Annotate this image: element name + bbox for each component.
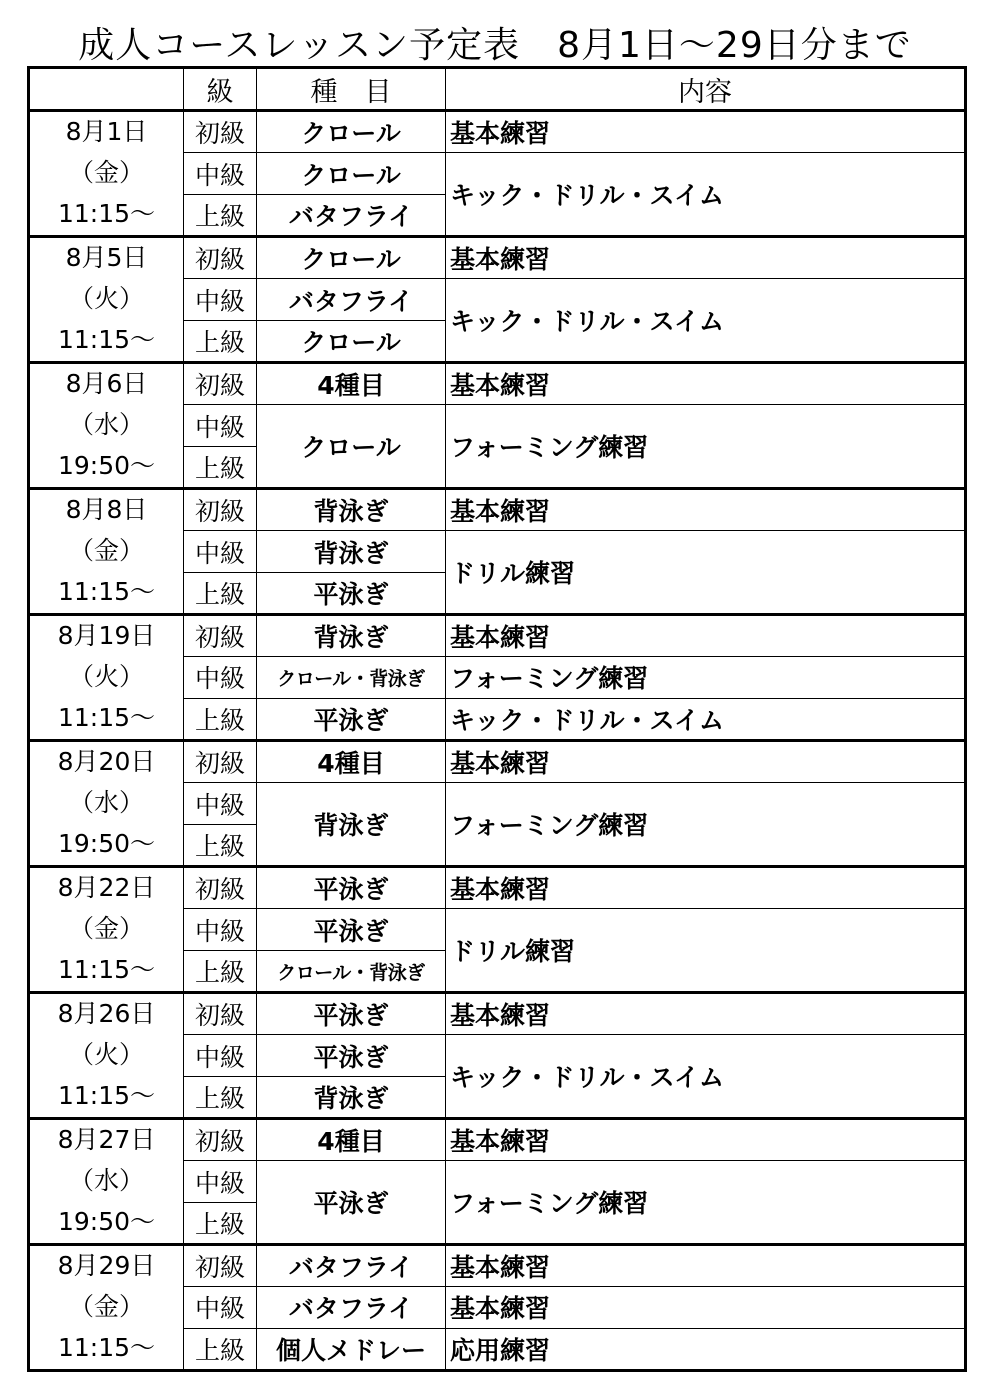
content-cell: ドリル練習 [446, 909, 966, 993]
table-row [29, 741, 966, 783]
session-date-cell [29, 237, 184, 363]
event-cell: 平泳ぎ [257, 993, 446, 1035]
session-weekday: （金） [68, 536, 144, 565]
session-weekday: （金） [68, 1292, 144, 1321]
event-cell: クロール [257, 237, 446, 279]
table-row [29, 363, 966, 405]
header-content: 内容 [446, 68, 966, 111]
level-cell: 上級 [184, 1328, 257, 1370]
session-date: 8月20日 [57, 747, 156, 776]
level-cell: 中級 [184, 1035, 257, 1077]
session-time: 19:50～ [57, 1207, 156, 1236]
session-weekday: （水） [68, 410, 144, 439]
level-cell: 中級 [184, 909, 257, 951]
level-cell: 上級 [184, 573, 257, 615]
level-cell: 初級 [184, 1245, 257, 1287]
content-cell: 基本練習 [446, 237, 966, 279]
content-cell: キック・ドリル・スイム [446, 279, 966, 363]
session-date-cell [29, 111, 184, 237]
table-row [29, 993, 966, 1035]
level-cell: 上級 [184, 321, 257, 363]
session-date: 8月8日 [65, 495, 148, 524]
session-time: 19:50～ [57, 829, 156, 858]
session-weekday: （水） [68, 1166, 144, 1195]
session-date: 8月19日 [57, 621, 156, 650]
table-row [29, 237, 966, 279]
level-cell: 中級 [184, 657, 257, 698]
level-cell: 上級 [184, 825, 257, 867]
event-cell: クロール・背泳ぎ [257, 657, 446, 698]
content-cell: 基本練習 [446, 615, 966, 657]
level-cell: 中級 [184, 1161, 257, 1203]
session-date: 8月26日 [57, 999, 156, 1028]
content-cell: 基本練習 [446, 993, 966, 1035]
level-cell: 上級 [184, 195, 257, 237]
page-title: 成人コースレッスン予定表 8月1日～29日分まで [78, 25, 912, 66]
session-time: 11:15～ [57, 1333, 156, 1362]
level-cell: 初級 [184, 615, 257, 657]
table-row [29, 1245, 966, 1287]
level-cell: 上級 [184, 447, 257, 489]
content-cell: 基本練習 [446, 1119, 966, 1161]
content-cell: 基本練習 [446, 1245, 966, 1287]
level-cell: 中級 [184, 405, 257, 447]
event-cell: クロール [257, 111, 446, 153]
content-cell: フォーミング練習 [446, 405, 966, 489]
session-date-cell [29, 1245, 184, 1371]
session-weekday: （水） [68, 788, 144, 817]
level-cell: 初級 [184, 1119, 257, 1161]
session-weekday: （火） [68, 284, 144, 313]
session-date: 8月5日 [65, 243, 148, 272]
event-cell: 背泳ぎ [257, 1077, 446, 1119]
session-time: 11:15～ [57, 577, 156, 606]
content-cell: 基本練習 [446, 867, 966, 909]
session-weekday: （火） [68, 1040, 144, 1069]
session-time: 11:15～ [57, 703, 156, 732]
level-cell: 初級 [184, 111, 257, 153]
session-date: 8月22日 [57, 873, 156, 902]
event-cell: バタフライ [257, 1287, 446, 1328]
event-cell: 背泳ぎ [257, 615, 446, 657]
event-cell: クロール [257, 153, 446, 195]
table-row [29, 1119, 966, 1161]
table-row [29, 111, 966, 153]
table-row [29, 867, 966, 909]
event-cell: 平泳ぎ [257, 909, 446, 951]
content-cell: 基本練習 [446, 111, 966, 153]
header-row [29, 68, 966, 111]
event-cell: 背泳ぎ [257, 783, 446, 867]
level-cell: 中級 [184, 153, 257, 195]
content-cell: 基本練習 [446, 1287, 966, 1328]
level-cell: 中級 [184, 1287, 257, 1328]
level-cell: 初級 [184, 993, 257, 1035]
level-cell: 上級 [184, 698, 257, 740]
event-cell: 平泳ぎ [257, 573, 446, 615]
event-cell: 背泳ぎ [257, 531, 446, 573]
level-cell: 上級 [184, 1077, 257, 1119]
content-cell: フォーミング練習 [446, 657, 966, 698]
table-row [29, 489, 966, 531]
session-date-cell [29, 741, 184, 867]
schedule-body [29, 111, 966, 1371]
content-cell: 基本練習 [446, 489, 966, 531]
level-cell: 初級 [184, 237, 257, 279]
session-time: 11:15～ [57, 1081, 156, 1110]
session-weekday: （金） [68, 158, 144, 187]
event-cell: バタフライ [257, 195, 446, 237]
session-weekday: （火） [68, 662, 144, 691]
session-date-cell [29, 615, 184, 741]
session-date-cell [29, 867, 184, 993]
session-weekday: （金） [68, 914, 144, 943]
session-date-cell [29, 1119, 184, 1245]
level-cell: 初級 [184, 867, 257, 909]
level-cell: 上級 [184, 951, 257, 993]
session-date: 8月6日 [65, 369, 148, 398]
content-cell: フォーミング練習 [446, 1161, 966, 1245]
session-time: 11:15～ [57, 199, 156, 228]
session-date: 8月1日 [65, 117, 148, 146]
lesson-schedule-table [27, 66, 967, 1372]
session-time: 19:50～ [57, 451, 156, 480]
level-cell: 中級 [184, 783, 257, 825]
level-cell: 中級 [184, 531, 257, 573]
event-cell: クロール [257, 321, 446, 363]
event-cell: 背泳ぎ [257, 489, 446, 531]
event-cell: バタフライ [257, 279, 446, 321]
session-date: 8月29日 [57, 1251, 156, 1280]
header-date [29, 68, 184, 111]
content-cell: ドリル練習 [446, 531, 966, 615]
event-cell: 4種目 [257, 741, 446, 783]
level-cell: 初級 [184, 363, 257, 405]
event-cell: 個人メドレー [257, 1328, 446, 1370]
content-cell: フォーミング練習 [446, 783, 966, 867]
event-cell: バタフライ [257, 1245, 446, 1287]
event-cell: 4種目 [257, 1119, 446, 1161]
event-cell: 平泳ぎ [257, 867, 446, 909]
session-time: 11:15～ [57, 955, 156, 984]
event-cell: 平泳ぎ [257, 698, 446, 740]
level-cell: 上級 [184, 1203, 257, 1245]
event-cell: 平泳ぎ [257, 1161, 446, 1245]
level-cell: 初級 [184, 741, 257, 783]
content-cell: 基本練習 [446, 363, 966, 405]
level-cell: 初級 [184, 489, 257, 531]
session-time: 11:15～ [57, 325, 156, 354]
content-cell: キック・ドリル・スイム [446, 698, 966, 740]
session-date-cell [29, 489, 184, 615]
event-cell: クロール・背泳ぎ [257, 951, 446, 993]
session-date: 8月27日 [57, 1125, 156, 1154]
content-cell: 応用練習 [446, 1328, 966, 1370]
header-level: 級 [184, 68, 257, 111]
content-cell: キック・ドリル・スイム [446, 153, 966, 237]
level-cell: 中級 [184, 279, 257, 321]
event-cell: 4種目 [257, 363, 446, 405]
content-cell: 基本練習 [446, 741, 966, 783]
header-event: 種 目 [257, 68, 446, 111]
session-date-cell [29, 993, 184, 1119]
event-cell: 平泳ぎ [257, 1035, 446, 1077]
session-date-cell [29, 363, 184, 489]
content-cell: キック・ドリル・スイム [446, 1035, 966, 1119]
event-cell: クロール [257, 405, 446, 489]
table-row [29, 615, 966, 657]
